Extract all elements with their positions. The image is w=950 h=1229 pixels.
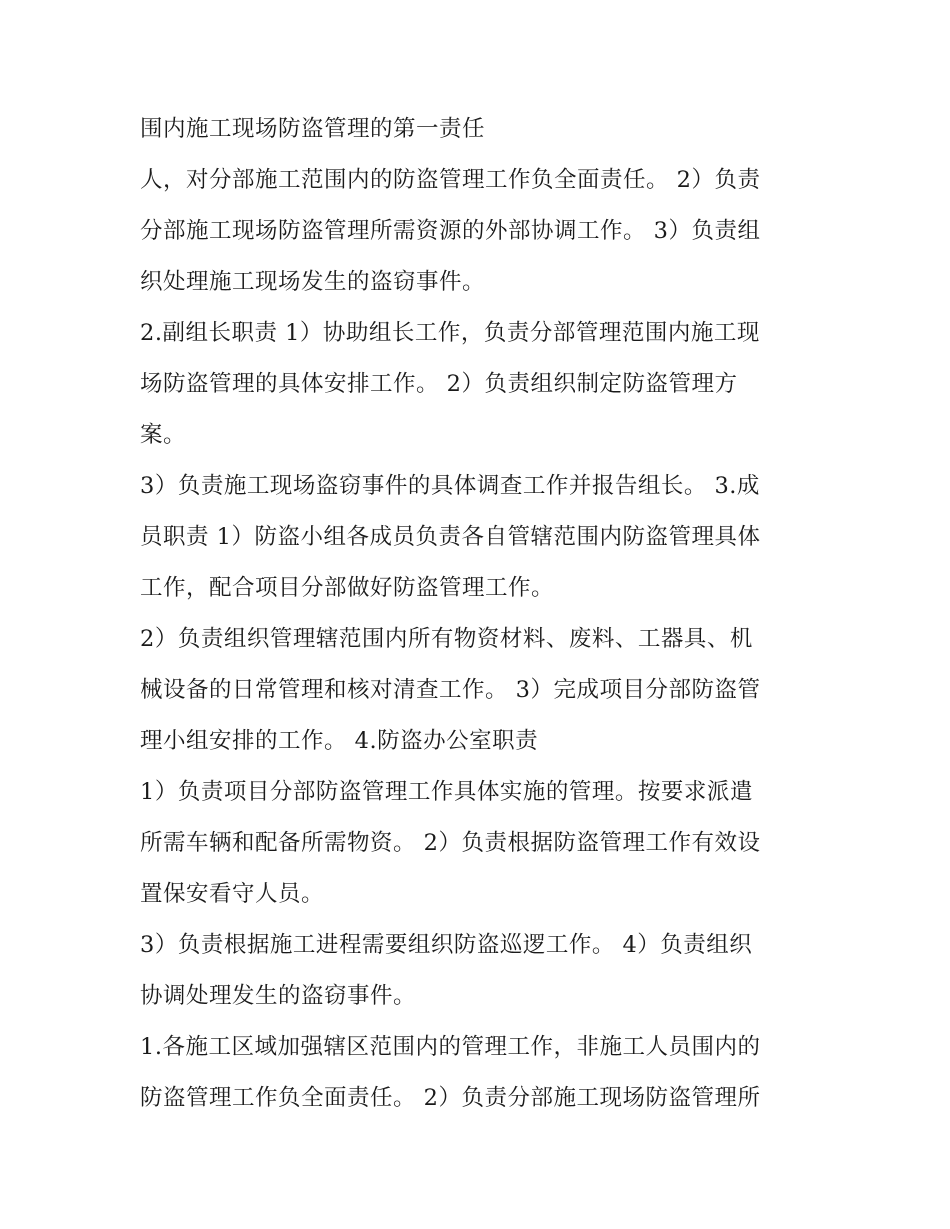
text-line: 理小组安排的工作。 4.防盗办公室职责	[140, 728, 539, 754]
text-line: 2.副组长职责 1）协助组长工作，负责分部管理范围内施工现	[140, 320, 760, 346]
text-line: 防盗管理工作负全面责任。 2）负责分部施工现场防盗管理所	[140, 1085, 761, 1111]
text-line: 围内施工现场防盗管理的第一责任	[140, 116, 486, 142]
text-line: 置保安看守人员。	[140, 881, 325, 907]
text-line: 织处理施工现场发生的盗窃事件。	[140, 269, 486, 295]
body-text	[140, 112, 820, 1132]
text-line: 员职责 1）防盗小组各成员负责各自管辖范围内防盗管理具体	[140, 524, 761, 550]
text-line: 案。	[140, 422, 187, 448]
text-line: 3）负责根据施工进程需要组织防盗巡逻工作。 4）负责组织	[140, 932, 753, 958]
text-line: 械设备的日常管理和核对清查工作。 3）完成项目分部防盗管	[140, 677, 761, 703]
text-line: 人，对分部施工范围内的防盗管理工作负全面责任。 2）负责	[140, 167, 761, 193]
text-line: 2）负责组织管理辖范围内所有物资材料、废料、工器具、机	[140, 626, 753, 652]
text-line: 协调处理发生的盗窃事件。	[140, 983, 417, 1009]
text-line: 场防盗管理的具体安排工作。 2）负责组织制定防盗管理方	[140, 371, 738, 397]
text-line: 所需车辆和配备所需物资。 2）负责根据防盗管理工作有效设	[140, 830, 761, 856]
text-line: 1）负责项目分部防盗管理工作具体实施的管理。按要求派遣	[140, 779, 753, 805]
text-line: 3）负责施工现场盗窃事件的具体调查工作并报告组长。 3.成	[140, 473, 760, 499]
text-line: 分部施工现场防盗管理所需资源的外部协调工作。 3）负责组	[140, 218, 761, 244]
text-line: 1.各施工区域加强辖区范围内的管理工作，非施工人员围内的	[140, 1034, 761, 1060]
text-line: 工作，配合项目分部做好防盗管理工作。	[140, 575, 555, 601]
